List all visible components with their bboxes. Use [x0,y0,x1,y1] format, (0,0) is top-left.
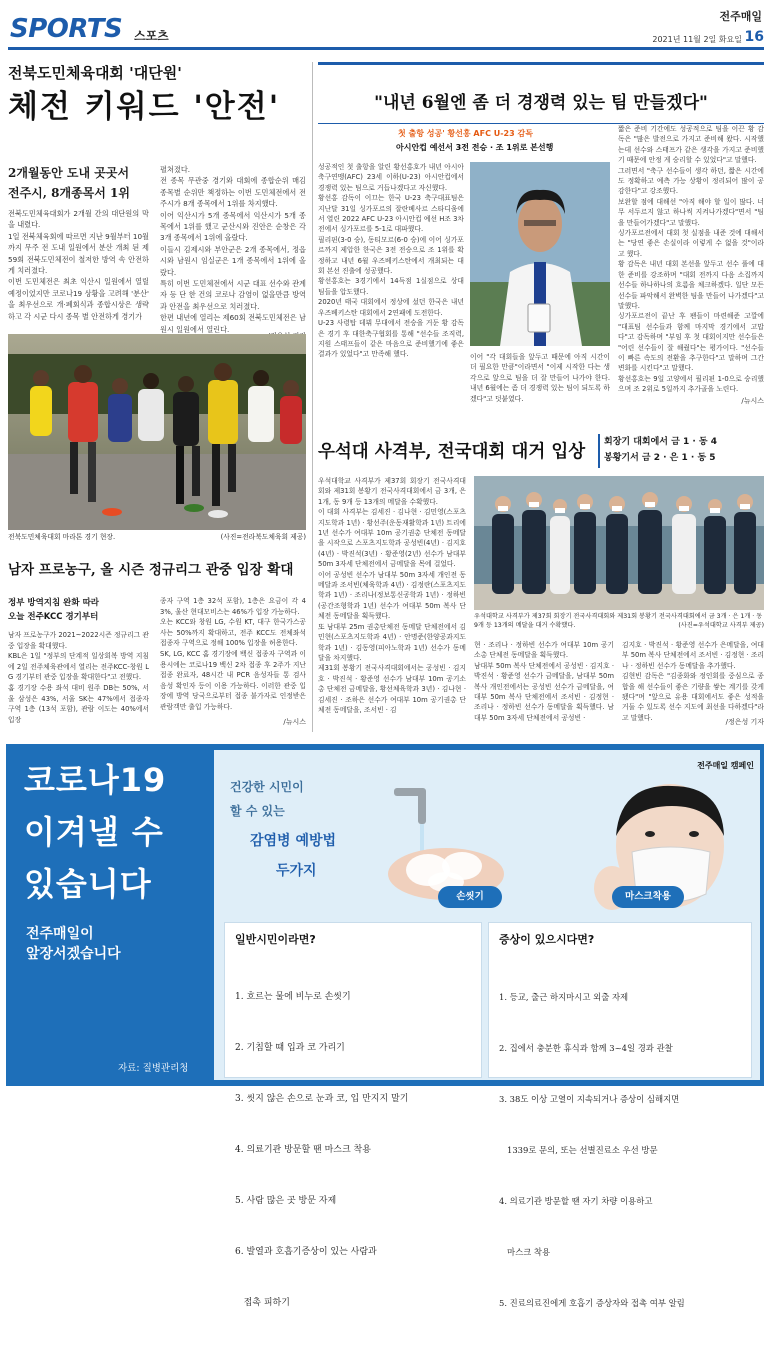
team-photo-caption: 우석대학교 사격부가 제37회 회장기 전국사격대회와 제31회 봉황기 전국사격대회에서 금 3개 · 은 1개 · 동 9개 등 13개의 메달을 대거 수확했다. [474,613,763,629]
shooting-column-1: 우석대학교 사격부가 제37회 회장기 전국사격대회와 제31회 봉황기 전국사격대회에서 금 3개, 은 1개, 동 9개 등 13개의 메달을 수확했다. 이 대회 사격부는 김세진 · 김나현 · 김민영(스포츠지도학과 1년) · 황선주(운동재활학과 1년) 트리에 1년 선수가 여대부 10m 공기권총 단체전 동메달을 시작으로 스포츠지도학과 공성빈(4년) · 김지호(4년) · 박진석(3년) · 황준영(2년) 선수가 남대부 50m 3자세 단체전에서 금메달을 목에 걸었다. 이어 공성빈 선수가 남대부 50m 3자세 개인전 동메달과 조서빈(체육학과 4년) · 김정란(스포츠지도학과 1년) · 조리나(정보통신공학과 1년) · 정하빈(공간조형학과 1년) 선수가 여대부 50m 복사 단체전 동메달을 획득했다. 또 남대부 25m 권총단체전 동메달 단체전에서 김민현(스포츠지도학과 4년) · 안명준(한양공과지도학과 1년) · 김동영(피아노학과 1년) 선수가 동메달을 차지했다. 제31회 봉황기 전국사격대회에서는 공성빈 · 김지호 · 박진석 · 황준영 선수가 남대부 10m 공기소총 단체전 금메달을, 황선체육학과 3년) · 김나현 · 김세진 · 조하은 선수가 여대부 10m 공기권총 단체전 동메달을, 조서빈 · 김 [318,477,466,714]
campaign-tagline-1: 건강한 시민이 [230,780,304,794]
list-item: 접촉 피하기 [235,1298,290,1308]
list-item: 4. 의료기관 방문할 땐 마스크 착용 [235,1145,371,1155]
basketball-byline: /뉴시스 [283,718,306,726]
general-public-box [224,922,482,1308]
list-item: 5. 진료의료진에게 호흡기 증상자와 접촉 여부 알림 [499,1298,685,1308]
interview-sub-red: 첫 출항 성공' 황선홍 AFC U-23 감독 [398,129,533,138]
list-item: 2. 집에서 충분한 휴식과 함께 3~4일 경과 관찰 [499,1043,673,1053]
campaign-ad [6,744,764,1308]
list-item: 5. 사람 많은 곳 방문 자제 [235,1196,337,1206]
interview-column-2: 이어 "각 대회들을 앞두고 때문에 아직 시간이 더 필요한 만큼"이라면서 "이제 시작한 다는 생각으로 앞으로 팀을 더 잘 만들어 나가야 한다. 내년 6월에는 좀 더 경쟁력 있는 팀이 되도록 하겠다"고 덧붙였다. [470,353,613,403]
campaign-tagline-3: 감염병 예방법 [250,833,337,849]
coach-photo [470,162,610,346]
general-public-title: 일반시민이라면? [235,933,316,946]
shooting-headline: 우석대 사격부, 전국대회 대거 입상 [318,442,586,462]
interview-byline: /뉴시스 [741,397,764,405]
shooting-side-rule [598,434,600,468]
interview-column-3: 짧은 준비 기간에도 성공적으로 팀을 이끈 황 감독은 "많은 발전으로 가지고 준비해 왔다. 시작했는데 선수와 스태프가 같은 생각을 가지고 준비했기 때문에 안정 게 승리할 수 있었다"고 말했다. 그러면서 "축구 선수들이 생각 하던, 짧은 시간에도 정확하고 예측 가능 상황이 정리되어 많이 공감한다"고 강조했다. 보완할 점에 대해선 "아직 해야 할 일이 많다. 너무 서두르지 않고 하나씩 지켜나가겠다"면서 "팀을 만들어가겠다"고 말했다. 싱가포르전에서 대회 첫 실점을 내준 것에 대해서는 "당연 좋은 손실이라 이렇게 수 없을 것"이라고 했다. 황 감독은 내년 대회 본선을 앞두고 선수 풀에 대한 준비를 강조하며 "대회 전까지 다음 소집까지 선수들 하나하나의 흐름을 체크하겠다. 일단 모든 선수들 파악해서 완벽한 팀을 만들어 나가겠다"고 말했다. 싱가포르전이 끝난 후 팬들이 마련해준 고깔에 "대표팀 선수들과 함께 마지막 경기에서 고맙다"고 감독하며 "부임 후 첫 대회이지만 선수들은 "어린 선수들이 잘 해줬다"는 평가이다. "선수들이 빠른 속도의 전환을 추구한다"고 말하며 그간 변화를 시킨다"고 말했다. 황선홍호는 9일 고양에서 필리핀 1-0으로 승리했으며 조 2위로 5일까지 추가골을 노린다. [618,125,764,394]
campaign-tagline-2: 할 수 있는 [230,804,285,818]
campaign-title-line-2: 이겨낼 수 [24,813,164,851]
marathon-photo [8,334,306,530]
symptoms-list [499,955,685,1346]
campaign-tagline-4: 두가지 [276,863,317,879]
campaign-slogan [26,924,121,964]
shooting-column-2: 현 · 조리나 · 정하빈 선수가 여대부 10m 공기소총 단체전 동메달을 획득했다. 남대부 50m 복사 단체전에서 공성빈 · 김지호 · 박진석 · 황준영 선수가 금메달을, 남대부 50m 복사 개인전에서는 공성빈 선수가 금메달을, 여대부 50m 복사 단체전에서 조서빈 · 김정현 · 조리나 · 정하빈 선수가 동메달을 획득했다. 남대부 50m 3자세 단체전에서 공성빈 · [474,641,614,722]
basketball-headline: 남자 프로농구, 올 시즌 정규리그 관중 입장 확대 [8,562,294,578]
campaign-slogan-line-1: 전주매일이 [26,926,94,942]
sub-headline-1: 2개월동안 도내 곳곳서 [8,166,130,180]
team-photo [474,476,764,610]
marathon-photo-credit: (사진=전라북도체육회 제공) [220,533,306,541]
campaign-slogan-line-2: 앞장서겠습니다 [26,946,121,962]
basketball-column-1: 남자 프로농구가 2021~2022시즌 정규리그 관중 입장을 확대했다. KBL은 1일 "정부의 단계적 일상회복 방역 지침에 2일 전주체육관에서 열리는 전주KCC-창원 LG 경기부터 관중 입장을 확대한다"고 전했다. 홈 경기장 수용 좌석 대비 원주 DB는 50%, 서울 삼성은 43%, 서울 SK는 47%에서 접종자 구역 1층 (13석 포함), 관람 이도는 40%에서 입장 [8,631,149,724]
top-left-story [8,62,306,552]
shooting-column-3: 김지호 · 박진석 · 황준영 선수가 은메달을, 여대부 50m 복사 단체전에서 조서빈 · 김정현 · 조리나 · 정하빈 선수가 동메달을 추가했다. 김현빈 감독은 "김종화와 정인회를 중심으로 종합을 해 선수들이 좋은 기량을 쌓는 계기를 갖게 됐다"며 "앞으로 유용 대회에서도 좋은 성적을 거둘 수 있도록 선수 지도에 최선을 다하겠다"라고 말했다. [622,641,764,722]
coach-photo-illustration [470,162,610,346]
list-item: 1. 등교, 출근 하지마시고 외출 자제 [499,992,629,1002]
interview-story [318,62,764,407]
interview-sub-black: 아시안컵 예선서 3전 전승 · 조 1위로 본선행 [396,143,554,152]
campaign-title [24,754,204,910]
mask-badge: 마스크착용 [612,886,684,908]
page-number: 16 [744,29,764,45]
handwash-badge: 손씻기 [438,886,502,908]
list-item: 마스크 착용 [499,1247,551,1257]
symptoms-title: 증상이 있으시다면? [499,933,595,946]
shooting-side-2: 봉황기서 금 2 · 은 1 · 동 5 [604,453,716,463]
campaign-title-line-3: 있습니다 [24,865,152,903]
kicker: 전북도민체육대회 '대단원' [8,64,182,82]
shooting-byline: /정은성 기자 [725,718,764,726]
marathon-photo-caption: 전북도민체육대회 마라톤 경기 현장. [8,533,116,541]
campaign-label: 전주매일 캠페인 [697,761,754,770]
list-item: 1. 흐르는 물에 비누로 손씻기 [235,992,351,1002]
marathon-photo-illustration [8,334,306,530]
list-item: 4. 의료기관 방문할 땐 자기 차량 이용하고 [499,1196,653,1206]
interview-headline: "내년 6월엔 좀 더 경쟁력 있는 팀 만들겠다" [374,93,708,113]
section-title-ko: 스포츠 [134,29,169,43]
interview-column-1: 성공적인 첫 출항을 알린 황선홍호가 내년 아시아축구연맹(AFC) 23세 이하(U-23) 아시안컵에서 경쟁력 있는 팀으로 거듭나겠다고 자신했다. 황선홍 감독이 이끄는 한국 U-23 축구대표팀은 지난달 31일 싱가포르의 잘란베사르 스타디움에서 열린 2022 AFC U-23 아시안컵 예선 H조 3차전에서 싱가포르를 5-1로 대파했다. 필리핀(3-0 승), 동티모르(6-0 승)에 이어 싱가포르까지 제압한 한국은 3전 전승으로 조 1위를 확정하고 내년 6월 우즈베키스탄에서 개최되는 대회 본선 진출에 성공했다. 황선홍호는 3경기에서 14득점 1실점으로 상대 팀들을 압도했다. 2020년 태국 대회에서 정상에 섰던 한국은 내년 우즈베키스탄 대회에서 2연패에 도전한다. U-23 사령탑 데뷔 무대에서 전승을 거둔 황 감독은 경기 후 대한축구협회를 통해 "선수들 조직력, 지원 스태프들이 같은 마음으로 준비했기에 좋은 결과가 있었다"고 만족해 했다. [318,163,464,359]
story-column-2: 펼쳐졌다. 전 종목 무관중 경기와 대회에 종합순위 매김 종목별 순위만 책정하는 이번 도민체전에서 전주시가 8개 종목에서 1위를 차지했다. 이어 익산시가 5개 종목에서 익산시가 5개 종목에서 1위를 했고 군산시와 진안은 순창은 각 3개 종목에서 1위에 올랐다. 이들시 김제시와 부안군은 2개 종목에서, 정읍시와 남원시 임실군은 1개 종목에서 1위에 올랐다. 특히 이번 도민체전에서 시군 대표 선수와 관계자 등 단 한 건의 코로나 감염이 없을만큼 방역과 안전을 최우선으로 치러졌다. 한편 내년에 열리는 제60회 전북도민체전은 남원시 일원에서 열린다. [160,165,306,334]
headline: 체전 키워드 '안전' [8,89,281,125]
masthead-rule [8,47,764,50]
list-item: 1339로 문의, 또는 선별진료소 우선 방문 [499,1145,658,1155]
basketball-column-2: 종자 구역 1층 32석 포함), 1층은 요금이 각 43%, 울산 현대모비스는 46%가 입장 가능하다. 오는 KCC와 창원 LG, 수원 KT, 대구 한국가스공사는 50%까지 확대하고, 전주 KCC도 전체좌석 접종자 구역으로 정해 100% 입장을 허용한다. SK, LG, KCC 홈 경기장에 백신 접종자 구역과 이용시에는 코로나19 백신 2차 접종 후 2주가 지난 접종 완료자, 48시간 내 PCR 음성자들 통 검사 음성 확인자 등이 이용 가능하다. 이러한 관중 입장에 방역 당국으로부터 접종 불가자로 인정받은 관람객만 출입 가능하다. [160,597,306,711]
section-title-en: SPORTS [10,14,123,44]
sub-headline-2: 전주시, 8개종목서 1위 [8,186,130,200]
campaign-content-area [214,750,760,1308]
issue-date: 2021년 11월 2일 화요일 [652,35,742,44]
team-photo-illustration [474,476,764,610]
column-divider [312,62,313,732]
campaign-title-line-1: 코로나19 [24,761,167,799]
general-public-list [235,955,408,1346]
symptoms-box [488,922,752,1308]
shooting-story [318,428,764,733]
story-column-1: 전북도민체육대회가 2개월 간의 대단원의 막을 내렸다. 1일 전북체육회에 따르면 지난 9월부터 10월까지 무주 전 도내 일원에서 분산 개최 된 제 59회 전북도민체전이 철저한 방역 속 안전하게 치러졌다. 이번 도민체전은 최초 익산시 일원에서 열릴 예정이었지만 코로나19 상황을 고려해 '분산' 을 최우선으로 개·폐회식과 종합시상은 생략하고 각 시군 다시 종목 별 안전하게 경기가 [8,209,149,321]
basketball-sub-2: 오늘 전주KCC 경기부터 [8,612,99,622]
basketball-sub-1: 정부 방역지침 완화 따라 [8,598,99,608]
list-item: 3. 38도 이상 고열이 지속되거나 증상이 심해지면 [499,1094,680,1104]
shooting-side-1: 회장기 대회에서 금 1 · 동 4 [604,437,717,447]
basketball-story [8,558,306,736]
list-item: 6. 발열과 호흡기증상이 있는 사람과 [235,1247,377,1257]
list-item: 3. 씻지 않은 손으로 눈과 코, 입 만지지 말기 [235,1094,409,1104]
masthead [0,0,770,52]
paper-name: 전주매일 [719,10,762,23]
list-item: 2. 기침할 때 입과 코 가리기 [235,1043,345,1053]
campaign-source: 자료: 질병관리청 [118,1063,189,1074]
team-photo-credit: (사진=우석대학교 사격부 제공) [678,622,764,629]
